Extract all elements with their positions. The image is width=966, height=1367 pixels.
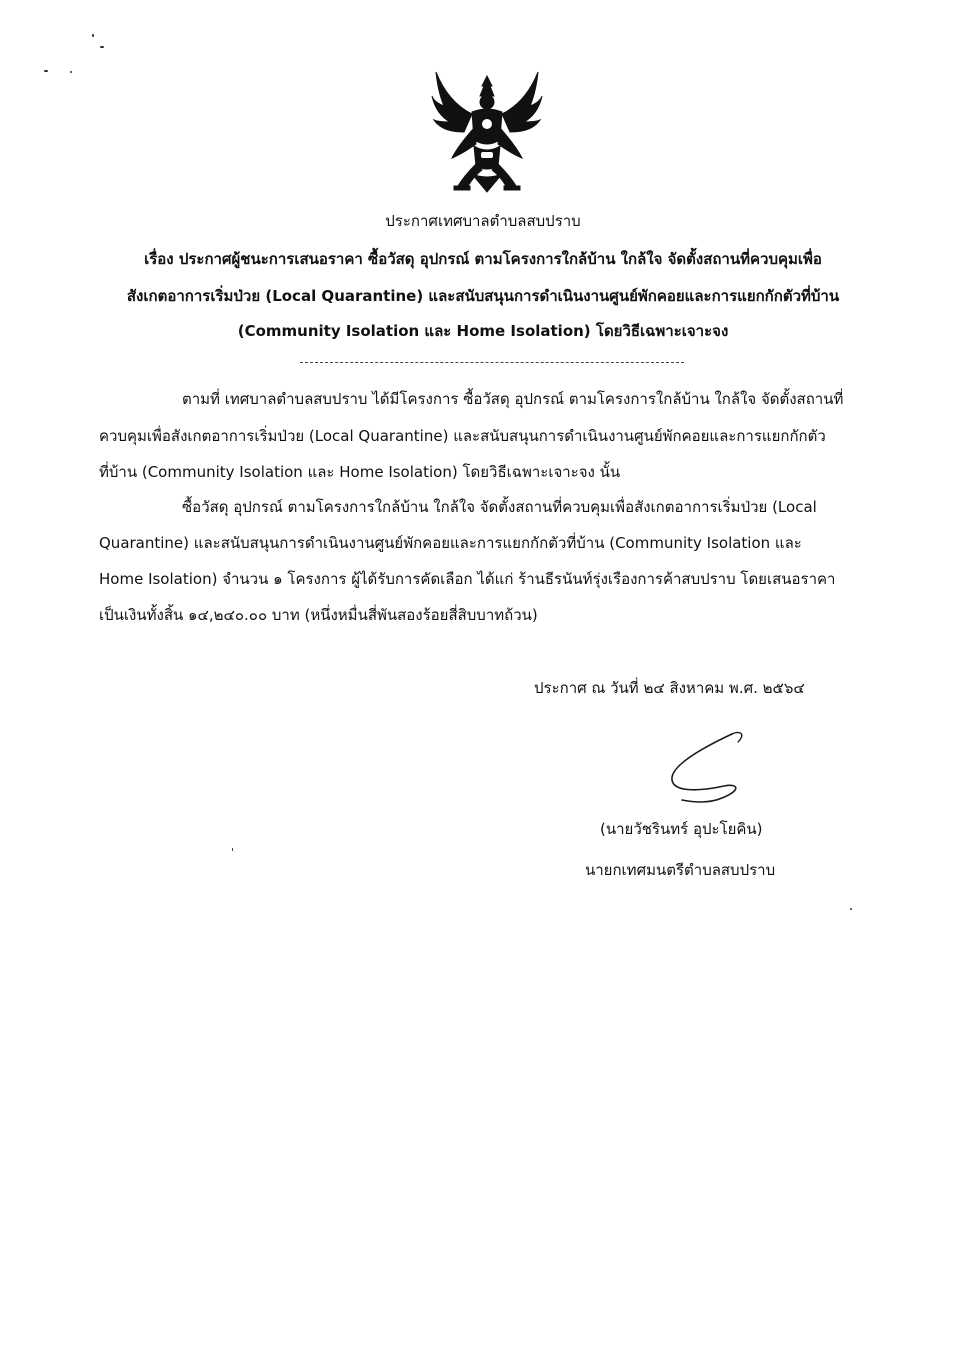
announcement-date: ประกาศ ณ วันที่ ๒๔ สิงหาคม พ.ศ. ๒๕๖๔ bbox=[534, 679, 805, 697]
scan-speck bbox=[70, 71, 72, 73]
para2-line2: Quarantine) และสนับสนุนการดำเนินงานศูนย์พักคอยและการแยกกักตัวที่บ้าน (Community Isolation และ bbox=[99, 534, 802, 552]
scan-speck bbox=[100, 46, 104, 48]
subject-line-2: สังเกตอาการเริ่มป่วย (Local Quarantine) และสนับสนุนการดำเนินงานศูนย์พักคอยและการแยกกักตัวที่บ้าน bbox=[126, 287, 840, 305]
para2-line4: เป็นเงินทั้งสิ้น ๑๔,๒๔๐.๐๐ บาท (หนึ่งหมื่นสี่พันสองร้อยสี่สิบบาทถ้วน) bbox=[99, 606, 538, 624]
para2-line1: ซื้อวัสดุ อุปกรณ์ ตามโครงการใกล้บ้าน ใกล้ใจ จัดตั้งสถานที่ควบคุมเพื่อสังเกตอาการเริ่มป่วย (Local bbox=[182, 498, 817, 516]
scan-speck bbox=[850, 908, 852, 910]
divider-line bbox=[300, 362, 684, 363]
para1-line3: ที่บ้าน (Community Isolation และ Home Isolation) โดยวิธีเฉพาะเจาะจง นั้น bbox=[99, 463, 621, 481]
para1-line2: ควบคุมเพื่อสังเกตอาการเริ่มป่วย (Local Quarantine) และสนับสนุนการดำเนินงานศูนย์พักคอยและการแยกกักตัว bbox=[99, 427, 826, 445]
para1-line1: ตามที่ เทศบาลตำบลสบปราบ ได้มีโครงการ ซื้อวัสดุ อุปกรณ์ ตามโครงการใกล้บ้าน ใกล้ใจ จัดตั้งสถานที่ bbox=[182, 390, 844, 408]
signatory-position: นายกเทศมนตรีตำบลสบปราบ bbox=[585, 861, 776, 879]
scan-speck bbox=[92, 34, 94, 37]
para2-line3: Home Isolation) จำนวน ๑ โครงการ ผู้ได้รับการคัดเลือก ได้แก่ ร้านธีรนันท์รุ่งเรืองการค้าสบปราบ โดยเสนอราคา bbox=[99, 570, 836, 588]
scan-speck bbox=[232, 848, 233, 851]
subject-line-1: เรื่อง ประกาศผู้ชนะการเสนอราคา ซื้อวัสดุ อุปกรณ์ ตามโครงการใกล้บ้าน ใกล้ใจ จัดตั้งสถานที่ควบคุมเพื่อ bbox=[144, 250, 822, 268]
scan-speck bbox=[44, 70, 48, 72]
signatory-name: (นายวัชรินทร์ อุปะโยคิน) bbox=[600, 820, 763, 838]
office-title: ประกาศเทศบาลตำบลสบปราบ bbox=[385, 212, 581, 230]
subject-line-3: (Community Isolation และ Home Isolation) โดยวิธีเฉพาะเจาะจง bbox=[237, 322, 729, 340]
handwritten-signature bbox=[662, 728, 754, 808]
garuda-emblem-icon bbox=[428, 62, 546, 196]
